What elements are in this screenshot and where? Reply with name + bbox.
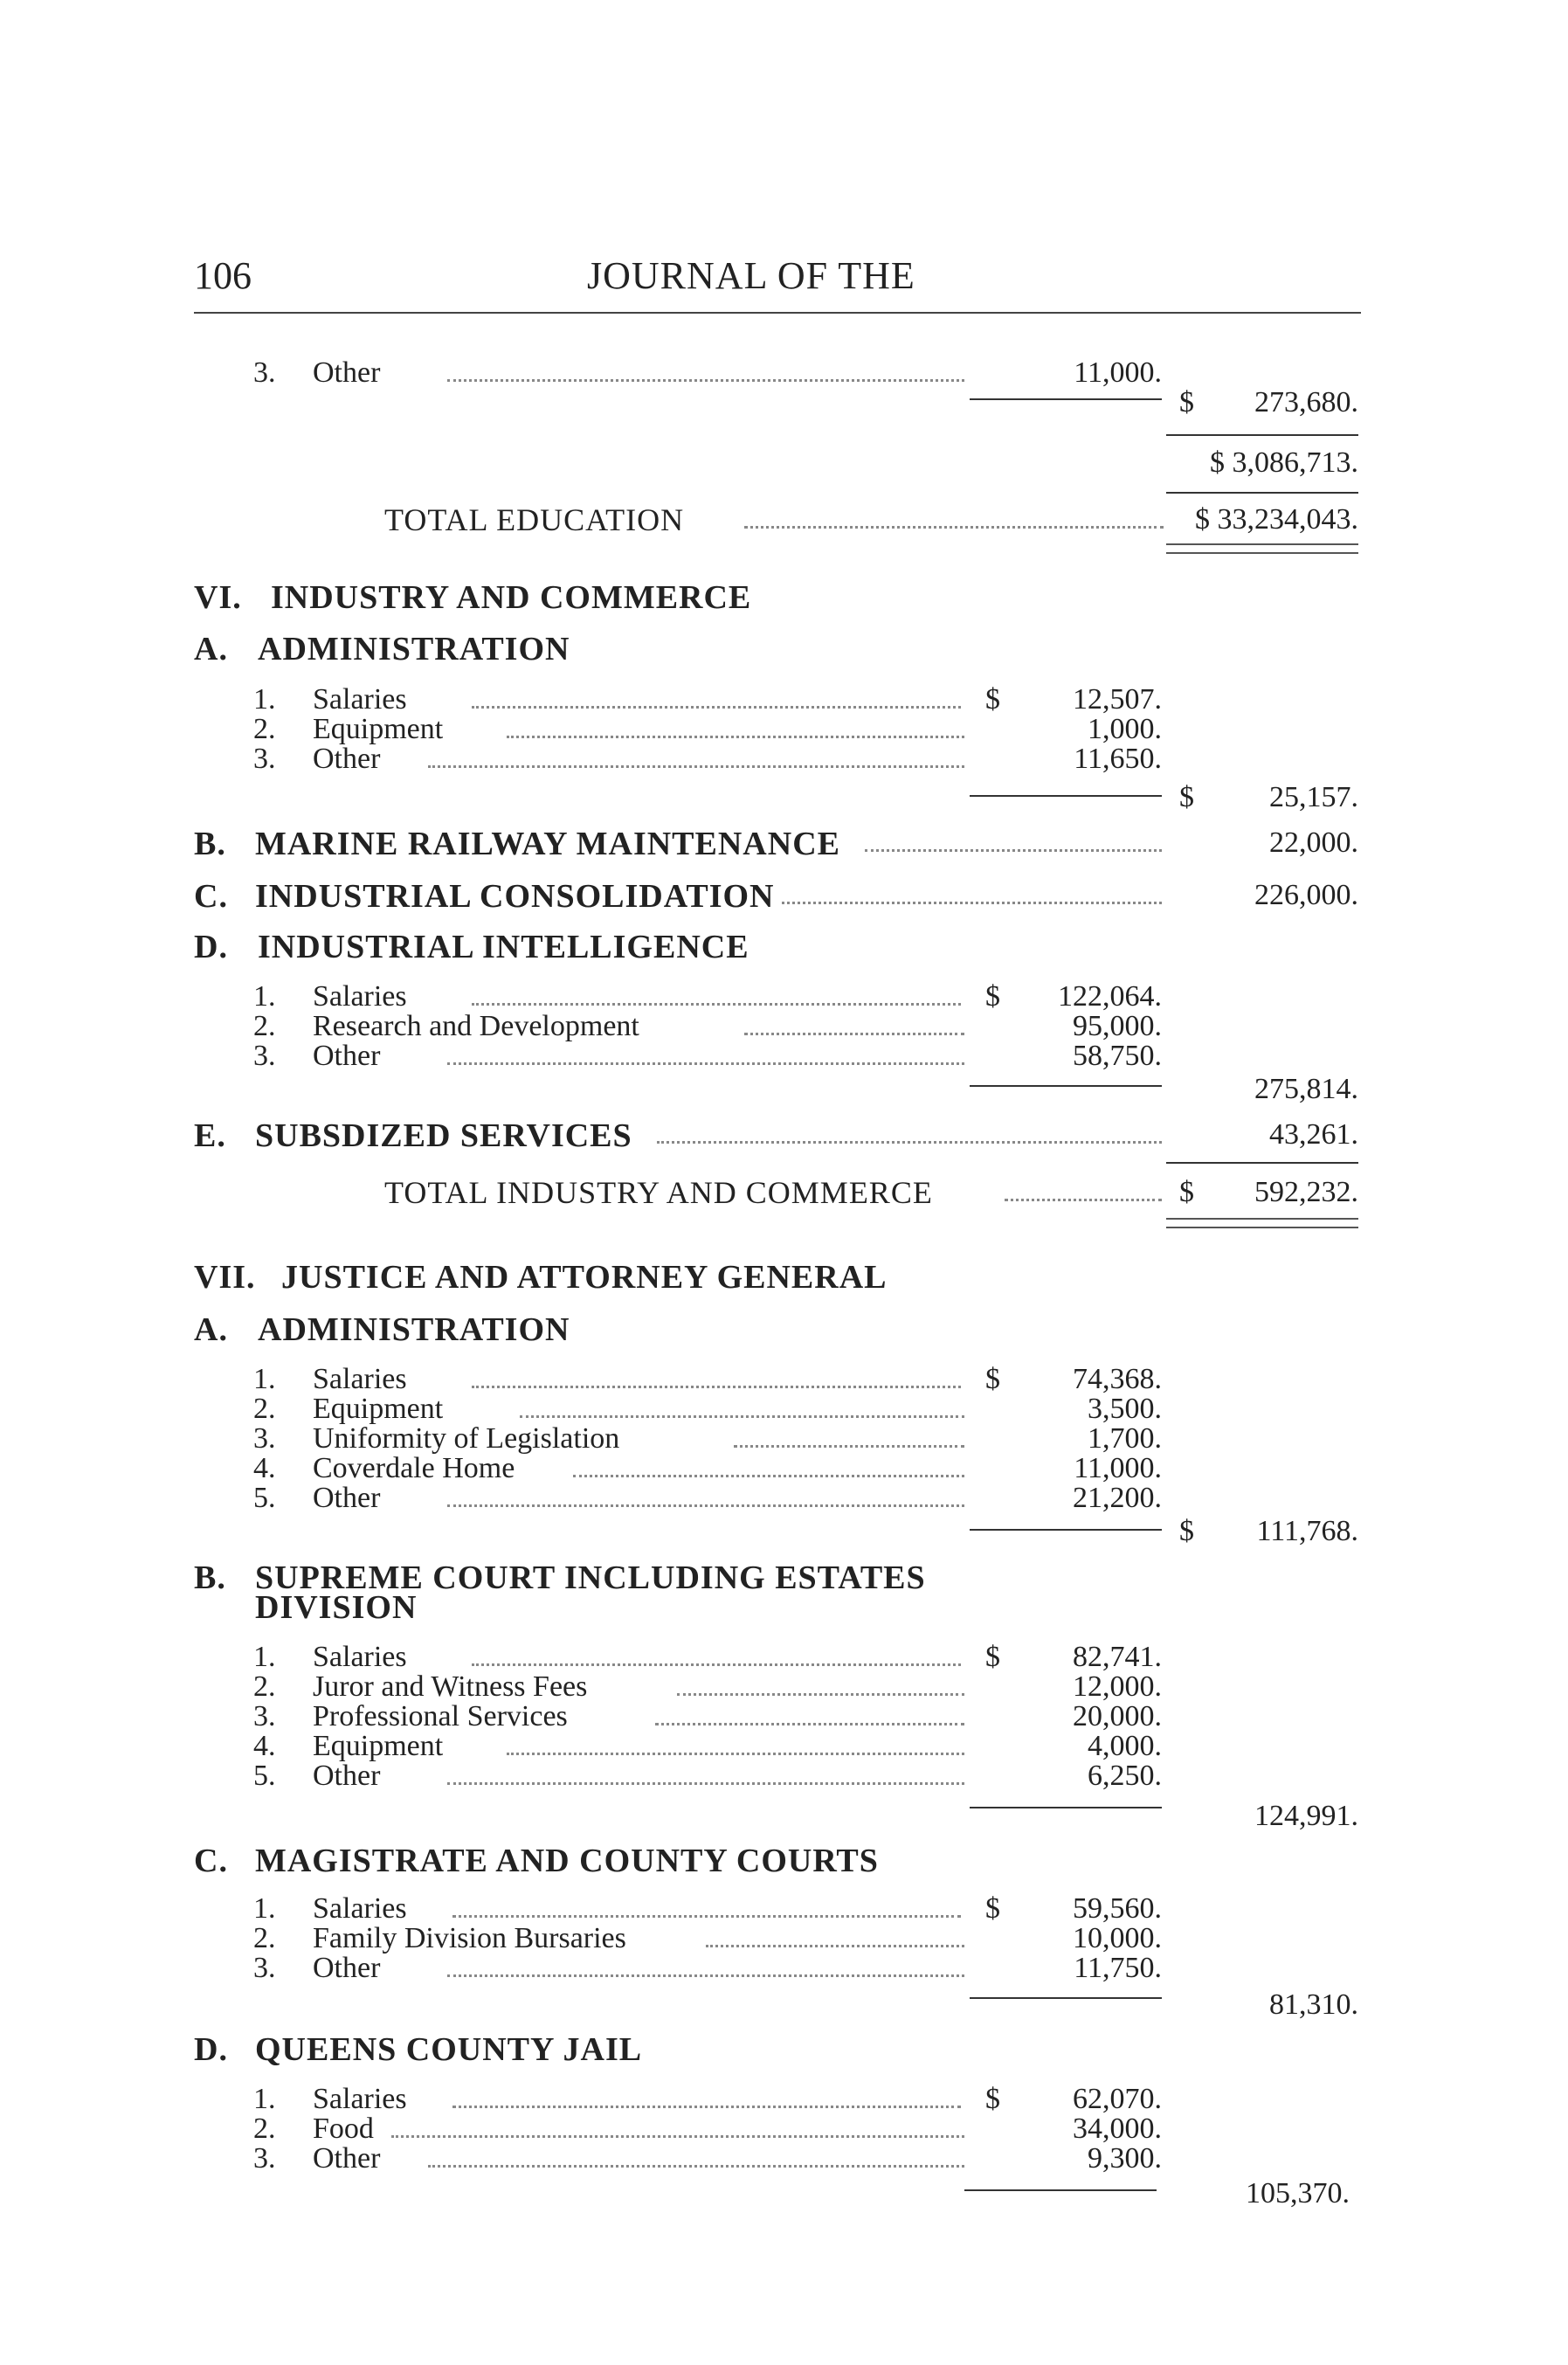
subsection-title: ADMINISTRATION xyxy=(258,631,570,667)
line-number: 2. xyxy=(253,1010,276,1042)
dollar-sign: $ xyxy=(985,1363,1000,1395)
leader-dots xyxy=(520,1415,964,1418)
subtotal-rule xyxy=(970,795,1162,797)
line-amount: 74,368. xyxy=(1073,1363,1162,1395)
line-label: Salaries xyxy=(313,683,407,716)
subsection-total: 25,157. xyxy=(1269,781,1358,813)
line-label: Other xyxy=(313,1482,381,1514)
line-label: Coverdale Home xyxy=(313,1452,515,1484)
line-amount: 11,000. xyxy=(1074,1452,1162,1484)
line-label: Other xyxy=(313,1760,381,1792)
section-total: 592,232. xyxy=(1254,1176,1358,1208)
section-title: JUSTICE AND ATTORNEY GENERAL xyxy=(281,1259,888,1296)
leader-dots xyxy=(865,849,1162,852)
line-label: Other xyxy=(313,2142,381,2175)
leader-dots xyxy=(428,765,964,768)
line-label: Equipment xyxy=(313,1393,444,1425)
line-number: 3. xyxy=(253,1700,276,1732)
line-number: 3. xyxy=(253,1422,276,1455)
subsection-total: 105,370. xyxy=(1246,2177,1350,2209)
header-rule xyxy=(194,312,1361,314)
total-rule xyxy=(1166,492,1358,494)
line-amount: 58,750. xyxy=(1073,1040,1162,1072)
line-number: 3. xyxy=(253,356,276,389)
leader-dots xyxy=(472,1663,961,1666)
leader-dots xyxy=(677,1693,964,1696)
subsection-title: INDUSTRIAL INTELLIGENCE xyxy=(258,929,749,965)
leader-dots xyxy=(507,736,964,738)
line-number: 4. xyxy=(253,1730,276,1762)
line-label: Research and Development xyxy=(313,1010,639,1042)
line-label: Uniformity of Legislation xyxy=(313,1422,620,1455)
subsection-title: ADMINISTRATION xyxy=(258,1311,570,1348)
line-label: Salaries xyxy=(313,1641,407,1673)
subsection-total: 124,991. xyxy=(1254,1800,1358,1832)
line-amount: 1,000. xyxy=(1088,713,1162,745)
section-roman: VII. xyxy=(194,1259,256,1296)
subsection-letter: C. xyxy=(194,878,228,915)
line-number: 3. xyxy=(253,2142,276,2175)
double-rule xyxy=(1166,1218,1358,1228)
line-amount: 9,300. xyxy=(1088,2142,1162,2175)
group-total: 273,680. xyxy=(1254,386,1358,418)
line-number: 3. xyxy=(253,1952,276,1984)
line-label: Other xyxy=(313,1040,381,1072)
line-label: Family Division Bursaries xyxy=(313,1922,626,1954)
line-label: Other xyxy=(313,1952,381,1984)
line-label: Salaries xyxy=(313,1363,407,1395)
line-number: 3. xyxy=(253,743,276,775)
subsection-title: SUBSDIZED SERVICES xyxy=(255,1117,632,1154)
section-total: $ 3,086,713. xyxy=(1210,446,1358,479)
line-amount: 11,750. xyxy=(1074,1952,1162,1984)
line-number: 1. xyxy=(253,980,276,1013)
line-amount: 10,000. xyxy=(1073,1922,1162,1954)
leader-dots xyxy=(391,2135,964,2138)
dollar-sign: $ xyxy=(985,1892,1000,1925)
page-title: JOURNAL OF THE xyxy=(587,254,915,297)
subtotal-rule xyxy=(970,1529,1162,1531)
leader-dots xyxy=(744,1033,964,1035)
line-number: 1. xyxy=(253,1363,276,1395)
line-number: 5. xyxy=(253,1760,276,1792)
line-amount: 95,000. xyxy=(1073,1010,1162,1042)
leader-dots xyxy=(655,1723,964,1725)
dollar-sign: $ xyxy=(1179,386,1194,418)
leader-dots xyxy=(1005,1199,1162,1201)
subsection-title: QUEENS COUNTY JAIL xyxy=(255,2031,643,2068)
dollar-sign: $ xyxy=(985,2083,1000,2115)
leader-dots xyxy=(447,1782,964,1785)
subsection-total: 111,768. xyxy=(1256,1515,1358,1547)
leader-dots xyxy=(507,1753,964,1755)
line-number: 4. xyxy=(253,1452,276,1484)
dollar-sign: $ xyxy=(1179,1176,1194,1208)
section-total-label: TOTAL INDUSTRY AND COMMERCE xyxy=(384,1175,933,1210)
leader-dots xyxy=(573,1475,964,1477)
leader-dots xyxy=(428,2165,964,2168)
subsection-title: SUPREME COURT INCLUDING ESTATES xyxy=(255,1559,926,1596)
line-amount: 3,500. xyxy=(1088,1393,1162,1425)
subsection-letter: C. xyxy=(194,1843,228,1879)
leader-dots xyxy=(472,1003,961,1006)
line-number: 2. xyxy=(253,1670,276,1703)
line-amount: 12,507. xyxy=(1073,683,1162,716)
subsection-amount: 43,261. xyxy=(1269,1118,1358,1151)
subsection-letter: D. xyxy=(194,2031,228,2068)
line-label: Other xyxy=(313,743,381,775)
line-amount: 82,741. xyxy=(1073,1641,1162,1673)
line-label: Juror and Witness Fees xyxy=(313,1670,588,1703)
dollar-sign: $ xyxy=(985,980,1000,1013)
line-number: 1. xyxy=(253,1892,276,1925)
line-label: Salaries xyxy=(313,1892,407,1925)
subtotal-rule xyxy=(970,1997,1162,1999)
subsection-total: 275,814. xyxy=(1254,1073,1358,1105)
line-amount: 21,200. xyxy=(1073,1482,1162,1514)
line-amount: 11,650. xyxy=(1074,743,1162,775)
dollar-sign: $ xyxy=(985,1641,1000,1673)
leader-dots xyxy=(744,526,1164,529)
leader-dots xyxy=(472,1386,961,1388)
line-label: Other xyxy=(313,356,381,389)
total-rule xyxy=(1166,434,1358,436)
line-number: 1. xyxy=(253,2083,276,2115)
leader-dots xyxy=(447,1062,964,1065)
line-number: 2. xyxy=(253,713,276,745)
line-label: Salaries xyxy=(313,2083,407,2115)
double-rule xyxy=(1166,543,1358,554)
line-amount: 122,064. xyxy=(1058,980,1162,1013)
section-roman: VI. xyxy=(194,579,242,616)
grand-total: $ 33,234,043. xyxy=(1195,503,1358,536)
subtotal-rule xyxy=(964,2189,1157,2191)
line-number: 2. xyxy=(253,1393,276,1425)
subsection-total: 81,310. xyxy=(1269,1988,1358,2021)
total-rule xyxy=(1166,1162,1358,1164)
leader-dots xyxy=(447,379,964,382)
subsection-letter: A. xyxy=(194,1311,228,1348)
dollar-sign: $ xyxy=(985,683,1000,716)
line-label: Equipment xyxy=(313,1730,444,1762)
leader-dots xyxy=(447,1974,964,1977)
subsection-amount: 226,000. xyxy=(1254,879,1358,911)
subsection-title: INDUSTRIAL CONSOLIDATION xyxy=(255,878,775,915)
subsection-letter: A. xyxy=(194,631,228,667)
leader-dots xyxy=(447,1504,964,1507)
line-number: 3. xyxy=(253,1040,276,1072)
line-amount: 12,000. xyxy=(1073,1670,1162,1703)
line-number: 2. xyxy=(253,1922,276,1954)
line-amount: 4,000. xyxy=(1088,1730,1162,1762)
line-amount: 1,700. xyxy=(1088,1422,1162,1455)
dollar-sign: $ xyxy=(1179,781,1194,813)
line-amount: 11,000. xyxy=(1074,356,1162,389)
line-number: 1. xyxy=(253,1641,276,1673)
line-amount: 62,070. xyxy=(1073,2083,1162,2115)
subtotal-rule xyxy=(970,1807,1162,1808)
leader-dots xyxy=(472,706,961,709)
subsection-title: MAGISTRATE AND COUNTY COURTS xyxy=(255,1843,879,1879)
line-amount: 6,250. xyxy=(1088,1760,1162,1792)
line-label: Salaries xyxy=(313,980,407,1013)
leader-dots xyxy=(657,1141,1162,1144)
leader-dots xyxy=(452,1915,961,1918)
line-label: Equipment xyxy=(313,713,444,745)
line-amount: 59,560. xyxy=(1073,1892,1162,1925)
leader-dots xyxy=(782,902,1162,904)
subsection-letter: B. xyxy=(194,826,226,862)
grand-total-label: TOTAL EDUCATION xyxy=(384,502,685,537)
subtotal-rule xyxy=(970,1085,1162,1087)
line-label: Food xyxy=(313,2113,374,2145)
line-label: Professional Services xyxy=(313,1700,568,1732)
leader-dots xyxy=(734,1445,964,1448)
dollar-sign: $ xyxy=(1179,1515,1194,1547)
page-number: 106 xyxy=(194,254,252,297)
leader-dots xyxy=(452,2106,961,2108)
subsection-amount: 22,000. xyxy=(1269,826,1358,859)
subsection-letter: B. xyxy=(194,1559,226,1596)
leader-dots xyxy=(706,1945,964,1947)
line-amount: 20,000. xyxy=(1073,1700,1162,1732)
subsection-letter: E. xyxy=(194,1117,226,1154)
line-amount: 34,000. xyxy=(1073,2113,1162,2145)
line-number: 1. xyxy=(253,683,276,716)
subsection-title: MARINE RAILWAY MAINTENANCE xyxy=(255,826,840,862)
subtotal-rule xyxy=(970,398,1162,400)
subsection-title-cont: DIVISION xyxy=(255,1589,418,1626)
section-title: INDUSTRY AND COMMERCE xyxy=(271,579,752,616)
subsection-letter: D. xyxy=(194,929,228,965)
line-number: 5. xyxy=(253,1482,276,1514)
line-number: 2. xyxy=(253,2113,276,2145)
